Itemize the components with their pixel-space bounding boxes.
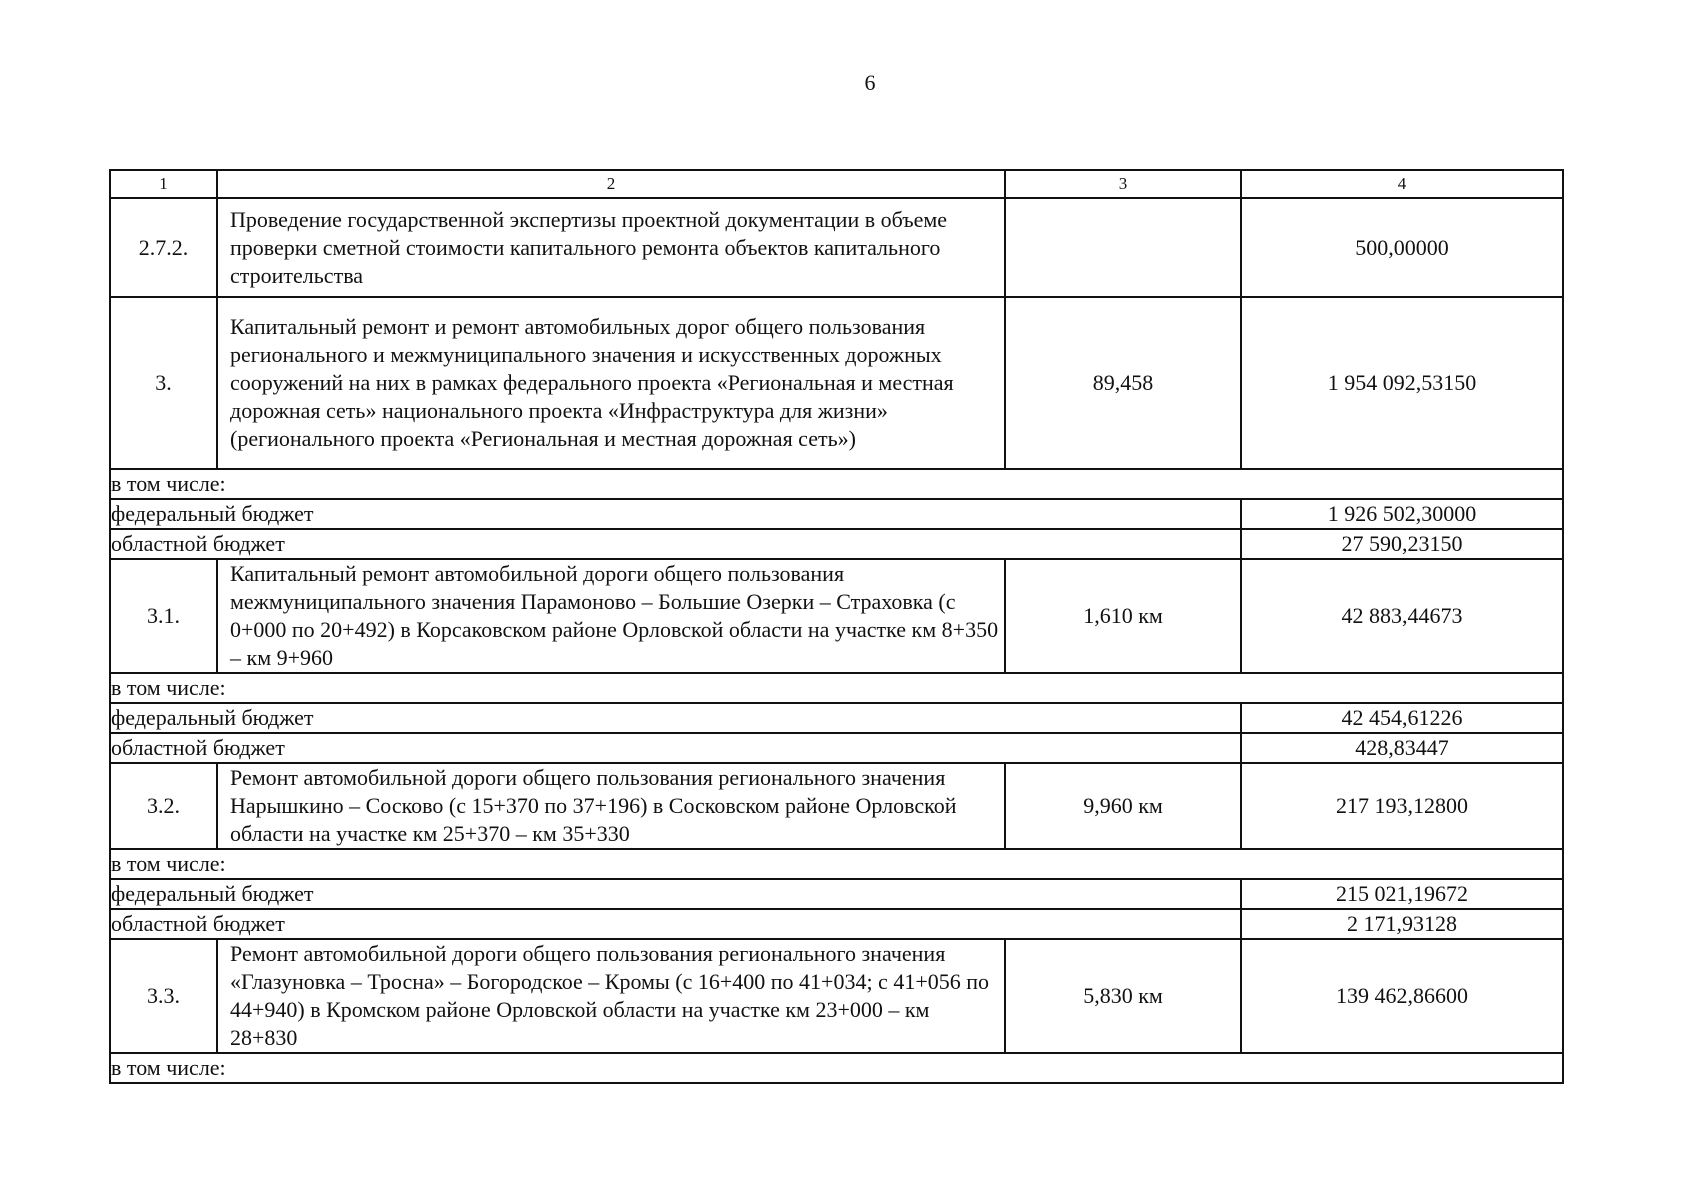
item-description: Ремонт автомобильной дороги общего пользования регионального значения Нарышкино – Сосково (с 15+370 по 37+196) в Сосковском районе Орловской области на участке км 25+370 – км 35+330 <box>217 763 1005 849</box>
item-quantity <box>1005 198 1241 297</box>
including-label: в том числе: <box>110 469 1563 499</box>
header-col-4: 4 <box>1241 170 1563 198</box>
item-quantity: 1,610 км <box>1005 559 1241 673</box>
budget-label: областной бюджет <box>110 909 1241 939</box>
table-row <box>110 469 1563 499</box>
table-row <box>110 499 1563 529</box>
table-header-row <box>110 170 1563 198</box>
table-row <box>110 763 1563 849</box>
header-col-1: 1 <box>110 170 217 198</box>
item-amount: 139 462,86600 <box>1241 939 1563 1053</box>
item-quantity: 89,458 <box>1005 297 1241 469</box>
budget-amount: 428,83447 <box>1241 733 1563 763</box>
item-number: 3.3. <box>110 939 217 1053</box>
table-row <box>110 529 1563 559</box>
item-description: Капитальный ремонт автомобильной дороги общего пользования межмуниципального значения Парамоново – Большие Озерки – Страховка (с 0+000 по 20+492) в Корсаковском районе Орловской области на участке км 8+350 – км 9+960 <box>217 559 1005 673</box>
item-number: 2.7.2. <box>110 198 217 297</box>
budget-label: федеральный бюджет <box>110 499 1241 529</box>
budget-amount: 42 454,61226 <box>1241 703 1563 733</box>
budget-table <box>109 169 1564 1084</box>
item-amount: 1 954 092,53150 <box>1241 297 1563 469</box>
item-description: Ремонт автомобильной дороги общего пользования регионального значения «Глазуновка – Тросна» – Богородское – Кромы (с 16+400 по 41+034; с 41+056 по 44+940) в Кромском районе Орловской области на участке км 23+000 – км 28+830 <box>217 939 1005 1053</box>
item-quantity: 9,960 км <box>1005 763 1241 849</box>
budget-label: областной бюджет <box>110 733 1241 763</box>
including-label: в том числе: <box>110 673 1563 703</box>
table-row <box>110 909 1563 939</box>
table-row <box>110 733 1563 763</box>
item-amount: 42 883,44673 <box>1241 559 1563 673</box>
table-row <box>110 849 1563 879</box>
budget-label: федеральный бюджет <box>110 879 1241 909</box>
table-row <box>110 939 1563 1053</box>
including-label: в том числе: <box>110 849 1563 879</box>
item-description: Капитальный ремонт и ремонт автомобильных дорог общего пользования регионального и межмуниципального значения и искусственных дорожных сооружений на них в рамках федерального проекта «Региональная и местная дорожная сеть» национального проекта «Инфраструктура для жизни» (регионального проекта «Региональная и местная дорожная сеть») <box>217 297 1005 469</box>
budget-label: областной бюджет <box>110 529 1241 559</box>
item-quantity: 5,830 км <box>1005 939 1241 1053</box>
including-label: в том числе: <box>110 1053 1563 1083</box>
table-row <box>110 297 1563 469</box>
table-row <box>110 703 1563 733</box>
table-row <box>110 198 1563 297</box>
budget-amount: 215 021,19672 <box>1241 879 1563 909</box>
budget-amount: 27 590,23150 <box>1241 529 1563 559</box>
header-col-3: 3 <box>1005 170 1241 198</box>
item-number: 3.2. <box>110 763 217 849</box>
item-amount: 500,00000 <box>1241 198 1563 297</box>
page-number: 6 <box>864 70 876 95</box>
item-description: Проведение государственной экспертизы проектной документации в объеме проверки сметной стоимости капитального ремонта объектов капитального строительства <box>217 198 1005 297</box>
table-row <box>110 879 1563 909</box>
budget-amount: 2 171,93128 <box>1241 909 1563 939</box>
table-row <box>110 1053 1563 1083</box>
item-number: 3. <box>110 297 217 469</box>
header-col-2: 2 <box>217 170 1005 198</box>
budget-amount: 1 926 502,30000 <box>1241 499 1563 529</box>
item-amount: 217 193,12800 <box>1241 763 1563 849</box>
budget-label: федеральный бюджет <box>110 703 1241 733</box>
table-row <box>110 559 1563 673</box>
item-number: 3.1. <box>110 559 217 673</box>
table-row <box>110 673 1563 703</box>
